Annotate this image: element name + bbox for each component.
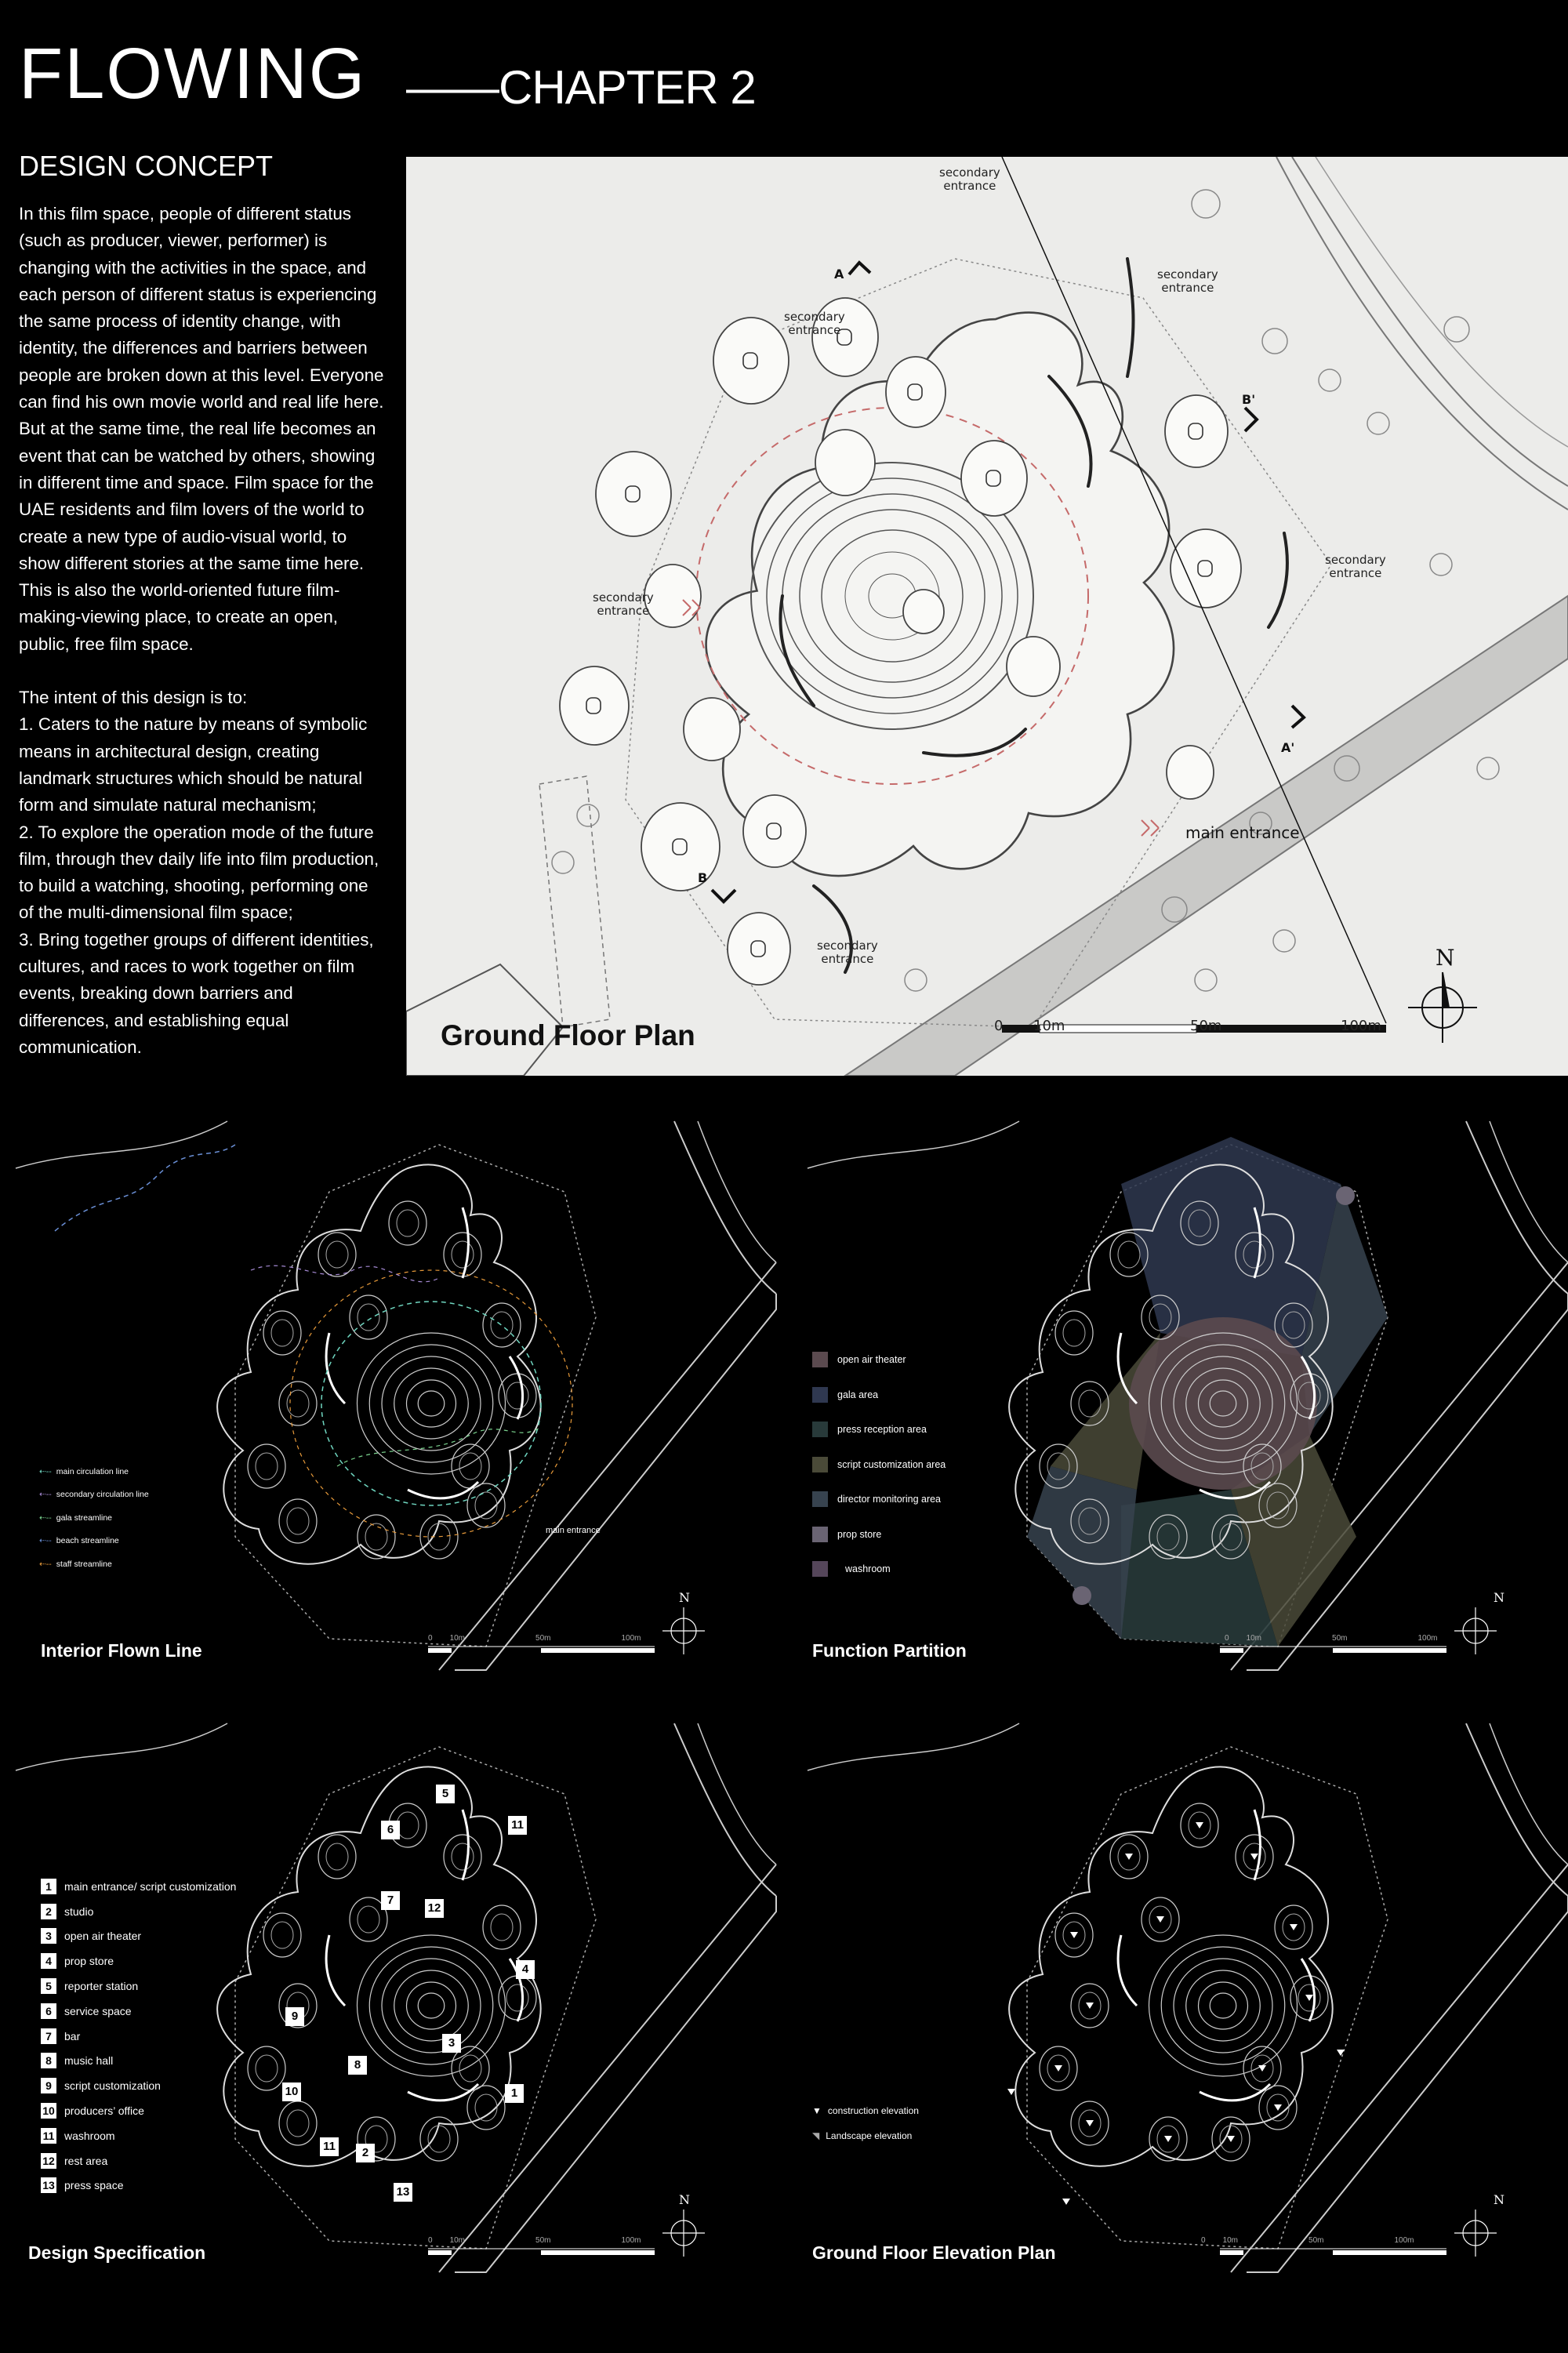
spec-tag-12: 12 [425, 1899, 444, 1918]
swatch [812, 1457, 828, 1472]
pod-space [358, 1304, 379, 1331]
label-main-entrance: main entrance [1185, 823, 1300, 842]
elevation-plan-title: Ground Floor Elevation Plan [812, 2242, 1056, 2263]
design-concept-heading: DESIGN CONCEPT [19, 150, 274, 182]
spec-tag-5: 5 [436, 1785, 455, 1803]
theater-contour [1186, 1970, 1261, 2041]
elevation-marker [1054, 2065, 1062, 2072]
theater-contour [394, 1970, 469, 2041]
elevation-marker [1290, 1924, 1298, 1930]
elevation-marker [1125, 1854, 1133, 1860]
legend-row: script customization area [812, 1447, 946, 1483]
scale-labels: 0 10m 50m 100m [428, 2236, 641, 2245]
legend-row: ⇠-- gala streamline [39, 1512, 112, 1523]
pod-space [271, 1922, 293, 1948]
intent-item-1: 1. Caters to the nature by means of symbolic means in architectural design, creating landmark structures which should be natural form and simulate natural mechanism; [19, 714, 368, 815]
legend-row: ⇠-- staff streamline [39, 1559, 112, 1569]
legend-row: 7 bar [41, 2024, 236, 2049]
site-curve [698, 1723, 776, 1865]
elevation-marker [1070, 1932, 1078, 1938]
landscape-elevation-icon: ◥ [812, 2130, 820, 2141]
scale-bar [1220, 1648, 1243, 1653]
zone-director-monitoring-area [1027, 1466, 1137, 1639]
pod-space [506, 1382, 528, 1409]
pod-space [452, 1843, 474, 1870]
elevation-marker [1196, 1822, 1203, 1828]
legend-row: prop store [812, 1517, 946, 1552]
pod-space [326, 1241, 348, 1268]
beach-streamline [55, 1145, 235, 1231]
legend-row: ▼ construction elevation [812, 2105, 919, 2116]
theater-contour [1149, 1935, 1298, 2076]
intent-intro: The intent of this design is to: [19, 688, 248, 708]
site-curve [1466, 1723, 1568, 1896]
legend-row: 13 press space [41, 2173, 236, 2199]
spec-tag-10: 10 [282, 2082, 301, 2101]
pod-space [452, 2046, 489, 2090]
design-spec-title: Design Specification [28, 2242, 206, 2263]
legend-row: director monitoring area [812, 1482, 946, 1517]
label-main-entrance: main entrance [546, 1526, 601, 1535]
pod-space [467, 2086, 505, 2130]
construction-elevation-icon: ▼ [812, 2105, 822, 2116]
theater-contour [358, 1935, 506, 2076]
pod-space [475, 1492, 497, 1519]
spec-tag-9: 9 [285, 2007, 304, 2026]
function-partition-legend [812, 1342, 946, 1587]
scale-bar [541, 2250, 655, 2255]
theater-contour [1199, 1982, 1248, 2029]
dark-plan [808, 1723, 1568, 2272]
site-curve [698, 1121, 776, 1262]
elevation-marker [1274, 2104, 1282, 2111]
label-secondary-entrance: secondary entrance [1157, 267, 1218, 295]
pod-space [452, 1241, 474, 1268]
pod-space [506, 1984, 528, 2011]
pod-space [318, 1835, 356, 1879]
pod-space [365, 1523, 387, 1550]
theater-contour [407, 1982, 456, 2029]
spec-tag-3: 3 [442, 2034, 461, 2053]
elevation-marker [1250, 1854, 1258, 1860]
label-secondary-entrance: secondary entrance [1325, 553, 1386, 580]
zone-washroom [1073, 1586, 1091, 1605]
north-label: N [1494, 2192, 1504, 2207]
pod-space [483, 1303, 521, 1347]
swatch [812, 1387, 828, 1403]
ground-floor-plan-panel [406, 157, 1568, 1076]
pod-space [287, 2110, 309, 2137]
legend-row: 5 reporter station [41, 1974, 236, 1999]
theater-contour [394, 1368, 469, 1439]
ground-floor-plan-drawing [406, 157, 1568, 1076]
site-curve [1490, 1121, 1568, 1262]
pod-space [263, 1311, 301, 1355]
legend-row: 11 washroom [41, 2123, 236, 2148]
spec-tag-2: 2 [356, 2144, 375, 2162]
arc-wall [408, 2084, 478, 2101]
pod-space [279, 1499, 317, 1543]
north-label: N [1494, 1590, 1504, 1605]
function-partition-title: Function Partition [812, 1640, 967, 1661]
pod-space [279, 2101, 317, 2145]
intent-item-3: 3. Bring together groups of different identities, cultures, and races to work together on film events, breaking down barriers and differences, and establishing equal communication. [19, 929, 374, 1057]
scale-labels: 0 10m 50m 100m [428, 1634, 641, 1643]
scale-50m: 50m [1190, 1018, 1222, 1034]
arc-wall [1200, 2084, 1270, 2101]
site-curve [808, 1121, 1019, 1168]
pod-space [271, 1320, 293, 1346]
arrow-icon: ⇠-- [39, 1536, 52, 1546]
elevation-marker [1062, 2199, 1070, 2205]
interior-flow-title: Interior Flown Line [41, 1640, 202, 1661]
elevation-marker [1227, 2136, 1235, 2142]
pod-space [256, 2055, 278, 2082]
pod-space [358, 1515, 395, 1559]
poster-title: FLOWING [19, 34, 367, 114]
zone-open-air-theater [1129, 1317, 1317, 1490]
pod-space [1118, 1241, 1140, 1268]
label-section-a-prime: A' [1281, 740, 1295, 755]
site-curve [674, 1723, 776, 1896]
legend-row: 10 producers’ office [41, 2098, 236, 2123]
spec-tag-4: 4 [516, 1960, 535, 1979]
pod-space [491, 1312, 513, 1338]
label-secondary-entrance: secondary entrance [593, 590, 654, 618]
legend-row: 4 prop store [41, 1948, 236, 1974]
pod-space [459, 2055, 481, 2082]
elevation-legend [812, 2098, 919, 2148]
elevation-marker [1258, 2065, 1266, 2072]
dark-plan [16, 1121, 776, 1670]
site-curve [1490, 1723, 1568, 1865]
secondary-circulation-line [251, 1265, 439, 1282]
elevation-marker [1007, 2089, 1015, 2095]
label-section-a: A [834, 267, 844, 281]
spec-tag-11: 11 [508, 1816, 527, 1835]
pod-space [452, 1444, 489, 1488]
legend-row: open air theater [812, 1342, 946, 1378]
pod-space [389, 1201, 426, 1245]
pod-space [358, 1906, 379, 1933]
elevation-marker [1086, 2003, 1094, 2009]
pod-space [1079, 1390, 1101, 1417]
scale-bar [1220, 2250, 1243, 2255]
label-section-b: B [698, 870, 708, 885]
spec-tag-11b: 11 [320, 2137, 339, 2156]
building-outline [217, 1767, 541, 2166]
label-secondary-entrance: secondary entrance [939, 165, 1000, 193]
ground-floor-plan-title: Ground Floor Plan [441, 1019, 695, 1051]
swatch [812, 1352, 828, 1367]
pod-space [326, 1843, 348, 1870]
pod-space [444, 1835, 481, 1879]
north-label: N [679, 2192, 690, 2207]
legend-row: 1 main entrance/ script customization [41, 1874, 236, 1899]
elevation-marker [1164, 2136, 1172, 2142]
pod-space [263, 1913, 301, 1957]
scale-10m: 10m [1033, 1018, 1065, 1034]
zone-prop-store [1336, 1186, 1355, 1205]
theater-contour [1210, 1993, 1236, 2018]
label-secondary-entrance: secondary entrance [817, 939, 878, 966]
pod-space [475, 2094, 497, 2121]
scale-labels: 0 10m 50m 100m [1225, 1634, 1438, 1643]
spec-tag-6: 6 [381, 1821, 400, 1839]
pod-space [248, 2046, 285, 2090]
pod-space [397, 1812, 419, 1839]
arc-wall [326, 1935, 345, 2006]
pod-space [499, 1976, 536, 2020]
arrow-icon: ⇠-- [39, 1512, 52, 1523]
building-outline [1009, 1767, 1333, 2166]
spec-tag-8: 8 [348, 2056, 367, 2075]
arc-wall [510, 1356, 523, 1419]
road-line [455, 1896, 776, 2272]
design-concept-text [19, 201, 387, 1061]
pod-space [491, 1914, 513, 1941]
theater-contour [418, 1993, 445, 2018]
theater-contour [382, 1356, 481, 1451]
scale-bar [541, 1648, 655, 1653]
arrow-icon: ⇠-- [39, 1466, 52, 1476]
pod-space [428, 2126, 450, 2152]
spec-tag-13: 13 [394, 2183, 412, 2202]
legend-row: 9 script customization [41, 2073, 236, 2098]
theater-contour [358, 1333, 506, 1474]
road-line [1247, 1896, 1568, 2272]
north-label: N [679, 1590, 690, 1605]
scale-bar [428, 1648, 452, 1653]
legend-row: gala area [812, 1378, 946, 1413]
elevation-marker [1305, 1995, 1313, 2001]
legend-row: ⇠-- secondary circulation line [39, 1490, 149, 1500]
elevation-marker [1086, 2120, 1094, 2126]
spec-tag-1: 1 [505, 2084, 524, 2103]
pod-space [1063, 1320, 1085, 1346]
swatch [812, 1491, 828, 1507]
scale-100m: 100m [1341, 1018, 1381, 1034]
arrow-icon: ⇠-- [39, 1559, 52, 1569]
theater-contour [1174, 1959, 1272, 2053]
elevation-marker [1156, 1916, 1164, 1923]
legend-row: ⇠-- main circulation line [39, 1466, 129, 1476]
spec-tag-7: 7 [381, 1891, 400, 1910]
scale-bar [1333, 1648, 1446, 1653]
site-curve [808, 1723, 1019, 1770]
pod-space [318, 1233, 356, 1276]
arc-wall [1118, 1935, 1137, 2006]
site-boundary-line [1292, 157, 1568, 486]
arc-wall [1301, 1959, 1315, 2021]
label-secondary-entrance: secondary entrance [784, 310, 845, 337]
swatch [812, 1422, 828, 1437]
legend-row: 2 studio [41, 1899, 236, 1924]
scale-0: 0 [994, 1018, 1004, 1034]
building-outline [217, 1164, 541, 1563]
theater-contour [382, 1959, 481, 2053]
site-curve [16, 1723, 227, 1770]
theater-contour [418, 1391, 445, 1416]
concept-paragraph: In this film space, people of different status (such as producer, viewer, performer) is changing with the activities in the space, and each person of different status is experiencing the same process of identity change, with identity, the differences and barriers between people are broken down at this level. Everyone can find his own movie world and real life here. But at the same time, the real life becomes an event that can be watched by others, showing in different time and space. Film space for the UAE residents and film lovers of the world to create a new type of audio-visual world, to show different stories at the same time here. This is also the world-oriented future film-making-viewing place, to create an open, public, free film space. [19, 204, 384, 654]
pod-space [256, 1453, 278, 1480]
label-section-b-prime: B' [1242, 392, 1256, 407]
pod-space [350, 1295, 387, 1339]
design-spec-legend [41, 1874, 236, 2198]
pod-space [279, 1382, 317, 1425]
legend-row: ⇠-- beach streamline [39, 1536, 119, 1546]
pod-space [499, 1374, 536, 1418]
legend-row: 8 music hall [41, 2049, 236, 2074]
pod-space [444, 1233, 481, 1276]
legend-row: washroom [812, 1552, 946, 1587]
interior-flow-legend [39, 1460, 149, 1576]
chapter-label: ——CHAPTER 2 [406, 61, 756, 114]
elevation-marker [1337, 2050, 1345, 2056]
theater-contour [407, 1380, 456, 1427]
north-arrow [1408, 972, 1477, 1043]
scale-bar [1333, 2250, 1446, 2255]
scale-bar [428, 2250, 452, 2255]
pod-space [397, 1210, 419, 1236]
north-label: N [1436, 945, 1455, 971]
site-curve [16, 1121, 227, 1168]
arc-wall [408, 1482, 478, 1498]
legend-row: 12 rest area [41, 2148, 236, 2173]
legend-row: press reception area [812, 1412, 946, 1447]
swatch [812, 1561, 828, 1577]
pod-space [1055, 1311, 1093, 1355]
site-curve [674, 1121, 776, 1294]
intent-item-2: 2. To explore the operation mode of the future film, through thev daily life into film production, to build a watching, shooting, performing one of the multi-dimensional film space; [19, 822, 379, 923]
road-line [455, 1294, 776, 1670]
legend-row: ◥ Landscape elevation [812, 2130, 913, 2141]
arrow-icon: ⇠-- [39, 1490, 52, 1500]
legend-row: 6 service space [41, 1999, 236, 2024]
pod-space [287, 1508, 309, 1534]
scale-labels: 0 10m 50m 100m [1201, 2236, 1414, 2245]
pod-space [248, 1444, 285, 1488]
legend-row: 3 open air theater [41, 1924, 236, 1949]
pod-space [459, 1453, 481, 1480]
swatch [812, 1527, 828, 1542]
site-curve [1466, 1121, 1568, 1294]
pod-space [483, 1905, 521, 1949]
